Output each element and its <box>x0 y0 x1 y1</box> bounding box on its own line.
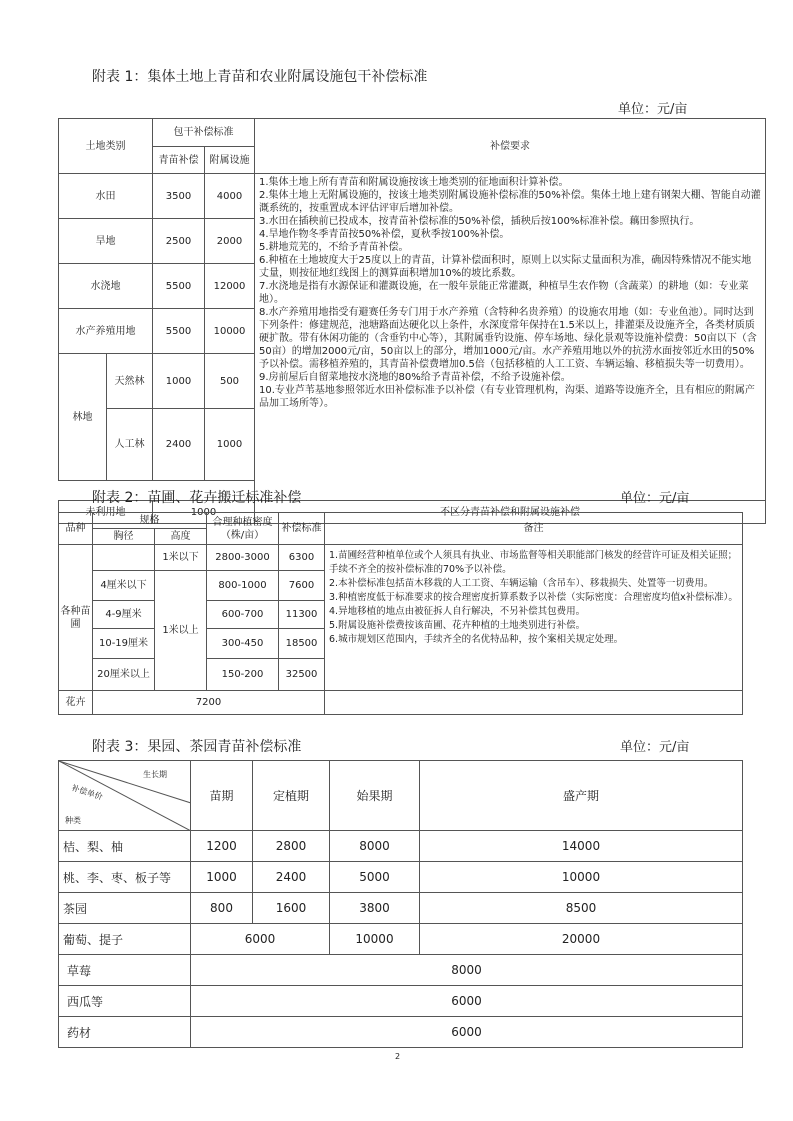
value-cell: 1200 <box>191 831 253 862</box>
value-cell: 3800 <box>330 893 420 924</box>
standard-value: 7600 <box>279 571 325 601</box>
diag-label-period: 生长期 <box>143 770 167 779</box>
requirements-notes <box>255 174 766 501</box>
header-kind: 品种 <box>59 513 93 545</box>
note-item: 9.房前屋后自留菜地按水浇地的80%给予青苗补偿，不给予设施补偿。 <box>259 372 571 383</box>
header-diameter: 胸径 <box>93 529 155 545</box>
remarks-notes <box>325 545 743 691</box>
table3 <box>58 760 743 1048</box>
density-value: 600-700 <box>207 601 279 629</box>
table2-unit: 单位：元/亩 <box>620 491 690 506</box>
diameter-value: 4-9厘米 <box>93 601 155 629</box>
standard-value: 11300 <box>279 601 325 629</box>
density-value: 800-1000 <box>207 571 279 601</box>
value-cell: 6000 <box>191 1017 743 1048</box>
flower-remark <box>325 691 743 715</box>
land-name: 水产养殖用地 <box>59 309 153 354</box>
header-remarks: 备注 <box>325 513 743 545</box>
value-cell: 10000 <box>330 924 420 955</box>
header-standard: 补偿标准 <box>279 513 325 545</box>
note-item: 4.异地移植的地点由被征拆人自行解决，不另补偿其包费用。 <box>329 606 586 617</box>
note-item: 5.附属设施补偿费按该苗圃、花卉种植的土地类别进行补偿。 <box>329 620 586 631</box>
note-item: 1.集体土地上所有青苗和附属设施按该土地类别的征地面积计算补偿。 <box>259 177 569 188</box>
header-planted: 定植期 <box>253 761 330 831</box>
diagonal-header <box>59 761 191 831</box>
standard-value: 18500 <box>279 629 325 659</box>
land-name: 旱地 <box>59 219 153 264</box>
land-name: 水田 <box>59 174 153 219</box>
seedling-value: 1000 <box>153 354 205 409</box>
facility-value: 12000 <box>205 264 255 309</box>
value-cell: 20000 <box>420 924 743 955</box>
header-seedling: 青苗补偿 <box>153 147 205 174</box>
height-value: 1米以上 <box>155 571 207 691</box>
note-item: 4.旱地作物冬季青苗按50%补偿，夏秋季按100%补偿。 <box>259 229 510 240</box>
value-cell: 1600 <box>253 893 330 924</box>
seedling-value: 5500 <box>153 309 205 354</box>
seedling-value: 5500 <box>153 264 205 309</box>
note-item: 2.本补偿标准包括苗木移栽的人工工资、车辆运输（含吊车）、移栽损失、处置等一切费用。 <box>329 578 714 589</box>
seedling-value: 2500 <box>153 219 205 264</box>
header-land-type: 土地类别 <box>59 119 153 174</box>
flower-name: 花卉 <box>59 691 93 715</box>
note-item: 6.种植在土地坡度大于25度以上的青苗，计算补偿面积时，原则上以实际丈量面积为准，确因特殊情况不能实地丈量，则按征地红线图上的测算面积增加10%的坡比系数。 <box>259 255 752 279</box>
land-name-forest: 林地 <box>59 354 107 481</box>
facility-value: 1000 <box>205 409 255 481</box>
note-item: 7.水浇地是指有水源保证和灌溉设施，在一般年景能正常灌溉，种植旱生农作物（含蔬菜）的耕地（如：专业菜地）。 <box>259 281 749 305</box>
value-cell: 2400 <box>253 862 330 893</box>
value-cell: 6000 <box>191 924 330 955</box>
crop-name: 桃、李、枣、板子等 <box>59 862 191 893</box>
facility-value: 2000 <box>205 219 255 264</box>
land-subname: 天然林 <box>107 354 153 409</box>
header-early-fruit: 始果期 <box>330 761 420 831</box>
unused-note: 不区分青苗补偿和附属设施补偿 <box>255 501 766 524</box>
header-standard: 包干补偿标准 <box>153 119 255 147</box>
note-item: 8.水产养殖用地指受有避赛任务专门用于水产养殖（含特种名贵养殖）的设施农用地（如：专业鱼池）。同时达到下列条件：修建规范，池塘路面达硬化以上条件，水深度常年保持在1.5米以上，排灌渠及设施齐全，各类材质质硬扩散。带有休闲功能的（含垂钓中心等），其附属垂钓设施、停车场地、绿化景观等设施补偿费：50亩以下（含50亩）的增加2000元/亩，50亩以上的部分，增加1000元/亩。水产养殖用地以外的抗涝水面按邻近水田的50%予以补偿。需移植养殖的，其青苗补偿费增加0.5倍（包括移植的人工工资、车辆运输、移植损失等一切费用）。 <box>259 307 757 370</box>
flower-value: 7200 <box>93 691 325 715</box>
note-item: 1.苗圃经营种植单位或个人须具有执业、市场监督等相关职能部门核发的经营许可证及相关证照；手续不齐全的按补偿标准的70%予以补偿。 <box>329 550 738 575</box>
header-spec: 规格 <box>93 513 207 529</box>
crop-name: 葡萄、提子 <box>59 924 191 955</box>
diameter-value: 20厘米以上 <box>93 659 155 691</box>
header-requirements: 补偿要求 <box>255 119 766 174</box>
table3-title: 附表 3：果园、茶园青苗补偿标准 <box>92 739 302 755</box>
crop-name: 桔、梨、柚 <box>59 831 191 862</box>
height-value: 1米以下 <box>155 545 207 571</box>
unused-value: 1000 <box>153 501 255 524</box>
value-cell: 10000 <box>420 862 743 893</box>
value-cell: 1000 <box>191 862 253 893</box>
table3-unit: 单位：元/亩 <box>620 740 690 755</box>
header-height: 高度 <box>155 529 207 545</box>
kind-name: 各种苗圃 <box>59 545 93 691</box>
note-item: 3.水田在插秧前已投成本，按青苗补偿标准的50%补偿，插秧后按100%标准补偿。藕田参照执行。 <box>259 216 700 227</box>
diag-label-price: 补偿单价 <box>70 783 104 802</box>
density-value: 300-450 <box>207 629 279 659</box>
value-cell: 8500 <box>420 893 743 924</box>
value-cell: 5000 <box>330 862 420 893</box>
density-value: 2800-3000 <box>207 545 279 571</box>
header-sprout: 苗期 <box>191 761 253 831</box>
table1-unit: 单位：元/亩 <box>618 102 688 117</box>
table2 <box>58 512 743 715</box>
table1-title: 附表 1：集体土地上青苗和农业附属设施包干补偿标准 <box>92 69 428 85</box>
facility-value: 10000 <box>205 309 255 354</box>
page-number: 2 <box>395 1052 401 1061</box>
standard-value: 32500 <box>279 659 325 691</box>
note-item: 2.集体土地上无附属设施的，按该土地类别附属设施补偿标准的50%补偿。集体土地上建有钢架大棚、智能自动灌溉系统的，按重置成本评估评审后增加补偿。 <box>259 190 761 214</box>
note-item: 10.专业芦苇基地参照邻近水田补偿标准予以补偿（有专业管理机构，沟渠、道路等设施齐全，且有相应的附属产品加工场所等）。 <box>259 385 755 409</box>
value-cell: 14000 <box>420 831 743 862</box>
value-cell: 2800 <box>253 831 330 862</box>
note-item: 3.种植密度低于标准要求的按合理密度折算系数予以补偿（实际密度：合理密度均值x补偿标准）。 <box>329 592 738 603</box>
header-facility: 附属设施 <box>205 147 255 174</box>
crop-name: 茶园 <box>59 893 191 924</box>
diameter-value <box>93 545 155 571</box>
crop-name: 草莓 <box>59 955 191 986</box>
seedling-value: 2400 <box>153 409 205 481</box>
table2-title: 附表 2：苗圃、花卉搬迁标准补偿 <box>92 490 302 506</box>
land-subname: 人工林 <box>107 409 153 481</box>
diag-label-kind: 种类 <box>65 816 81 825</box>
crop-name: 药材 <box>59 1017 191 1048</box>
value-cell: 6000 <box>191 986 743 1017</box>
header-peak: 盛产期 <box>420 761 743 831</box>
note-item: 6.城市规划区范围内，手续齐全的名优特品种，按个案相关规定处理。 <box>329 634 624 645</box>
value-cell: 8000 <box>330 831 420 862</box>
standard-value: 6300 <box>279 545 325 571</box>
diameter-value: 4厘米以下 <box>93 571 155 601</box>
note-item: 5.耕地荒芜的，不给予青苗补偿。 <box>259 242 409 253</box>
density-value: 150-200 <box>207 659 279 691</box>
facility-value: 4000 <box>205 174 255 219</box>
diameter-value: 10-19厘米 <box>93 629 155 659</box>
value-cell: 8000 <box>191 955 743 986</box>
seedling-value: 3500 <box>153 174 205 219</box>
land-name: 水浇地 <box>59 264 153 309</box>
land-name-unused: 未利用地 <box>59 501 153 524</box>
table1 <box>58 118 766 524</box>
value-cell: 800 <box>191 893 253 924</box>
facility-value: 500 <box>205 354 255 409</box>
crop-name: 西瓜等 <box>59 986 191 1017</box>
header-density: 合理种植密度（株/亩） <box>207 513 279 545</box>
